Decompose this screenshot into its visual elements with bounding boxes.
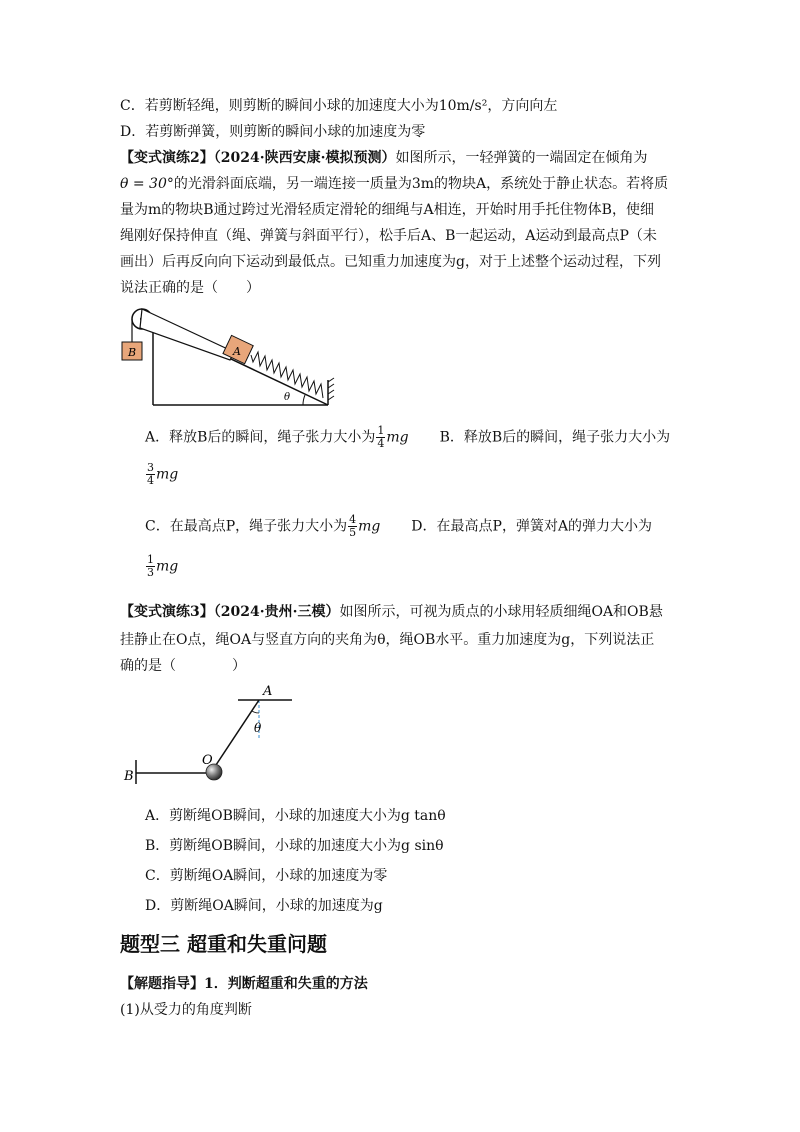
- ex2-text-1: 如图所示，一轻弹簧的一端固定在倾角为: [395, 150, 648, 166]
- guide-line: [120, 974, 368, 994]
- label-b: B: [127, 346, 137, 359]
- ex2-line-3: 量为m的物块B通过跨过光滑轻质定滑轮的细绳与A相连，开始时用手托住物体B，使细: [120, 202, 654, 218]
- ex3-option-c: C．剪断绳OA瞬间，小球的加速度为零: [145, 868, 388, 884]
- ex3-option-b: B．剪断绳OB瞬间，小球的加速度大小为g sinθ: [145, 838, 444, 854]
- ex2-source: （2024·陕西安康·模拟预测）: [213, 150, 396, 166]
- ex2-option-c: C．在最高点P，绳子张力大小为: [145, 518, 348, 535]
- ex3-option-d: D．剪断绳OA瞬间，小球的加速度为g: [145, 898, 383, 914]
- prev-option-c: C．若剪断轻绳，则剪断的瞬间小球的加速度大小为10m/s²，方向向左: [120, 98, 558, 114]
- ex2-option-d-value: $\frac{1}{3}$ mg: [147, 553, 179, 579]
- label-a: A: [263, 684, 273, 699]
- guide-sub-1: (1)从受力的角度判断: [120, 1002, 252, 1018]
- label-o: O: [202, 753, 213, 768]
- label-a: A: [233, 345, 241, 358]
- ex2-incline-figure: [118, 300, 338, 410]
- ex3-tag: 【变式演练3】: [120, 604, 214, 620]
- ex3-source: （2024·贵州·三模）: [213, 604, 340, 620]
- ex2-angle-formula: θ = 30°: [120, 176, 174, 192]
- ex3-text-1: 如图所示，可视为质点的小球用轻质细绳OA和OB悬: [339, 604, 663, 620]
- label-b: B: [124, 769, 134, 784]
- ex2-line-2: [120, 174, 668, 194]
- ex2-line-4: 绳刚好保持伸直（绳、弹簧与斜面平行），松手后A、B一起运动，A运动到最高点P（未: [120, 228, 657, 244]
- ex3-line-3: 确的是（ ）: [120, 658, 246, 674]
- ex2-line-5: 画出）后再反向向下运动到最低点。已知重力加速度为g，对于上述整个运动过程，下列: [120, 254, 661, 270]
- label-theta: θ: [254, 721, 262, 735]
- ex3-line-1: [120, 602, 663, 622]
- ex2-tag: 【变式演练2】: [120, 150, 214, 166]
- prev-option-d: D．若剪断弹簧，则剪断的瞬间小球的加速度为零: [120, 124, 426, 140]
- ex2-option-b: B．释放B后的瞬间，绳子张力大小为: [439, 429, 671, 446]
- guide-tag: 【解题指导】: [120, 976, 204, 992]
- ex2-text-2: 的光滑斜面底端，另一端连接一质量为3m的物块A，系统处于静止状态。若将质: [173, 176, 669, 192]
- ex2-line-1: [120, 148, 647, 168]
- ex2-option-d: D．在最高点P，弹簧对A的弹力大小为: [411, 518, 653, 535]
- ex2-option-c-d: C．在最高点P，绳子张力大小为 $\frac{4}{5}$ mg D．在最高点P，弹簧对A的弹力大小为: [145, 513, 653, 539]
- ex3-option-a: A．剪断绳OB瞬间，小球的加速度大小为g tanθ: [145, 808, 446, 824]
- ex2-option-a: A．释放B后的瞬间，绳子张力大小为: [145, 429, 376, 446]
- ex2-option-b-value: $\frac{3}{4}$ mg: [147, 461, 179, 487]
- ex3-line-2: 挂静止在O点，绳OA与竖直方向的夹角为θ，绳OB水平。重力加速度为g，下列说法正: [120, 632, 655, 648]
- section-heading: 题型三 超重和失重问题: [120, 932, 327, 956]
- label-theta: θ: [284, 392, 291, 403]
- guide-text: 1．判断超重和失重的方法: [204, 976, 368, 992]
- ex3-ball-figure: [120, 680, 300, 790]
- ex2-line-6: 说法正确的是（ ）: [120, 280, 260, 296]
- ex2-option-a-b: A．释放B后的瞬间，绳子张力大小为 $\frac{1}{4}$ mg B．释放B后的瞬间，绳子张力大小为: [145, 424, 671, 450]
